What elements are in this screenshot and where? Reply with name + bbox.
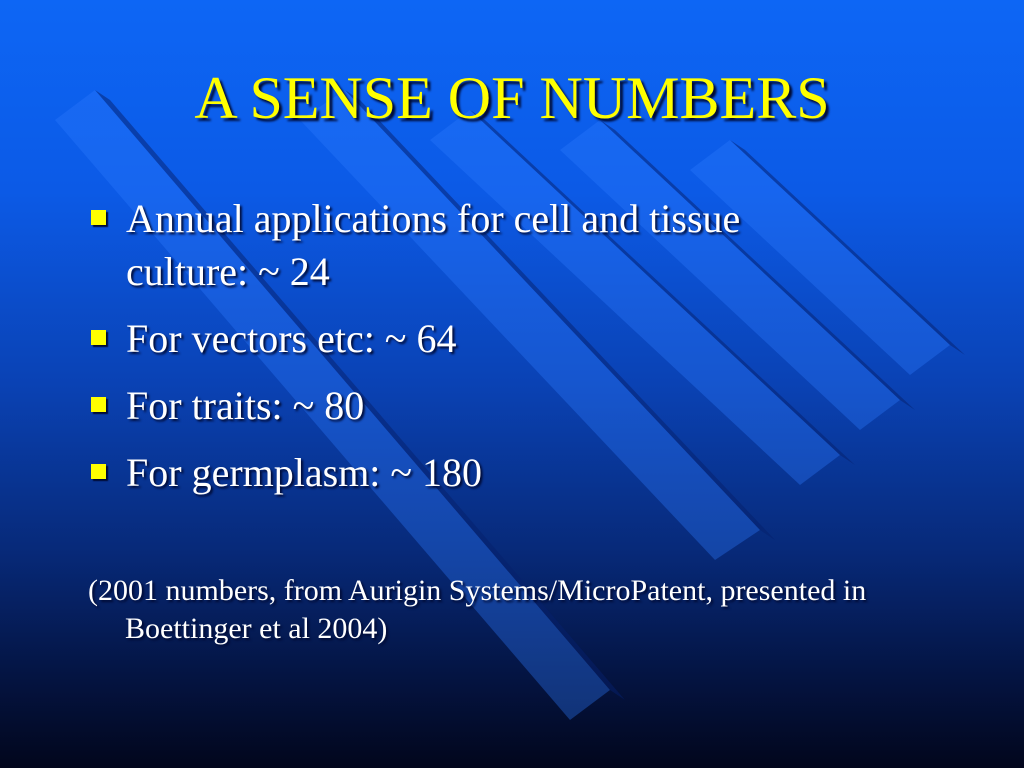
slide-title: A SENSE OF NUMBERS <box>194 65 830 131</box>
bullet-item <box>88 379 868 432</box>
bullet-text: For traits: ~ 80 <box>126 383 365 428</box>
square-bullet-icon <box>91 397 106 412</box>
square-bullet-icon <box>91 464 106 479</box>
source-note: (2001 numbers, from Aurigin Systems/MicroPatent, presented in Boettinger et al 2004) <box>88 574 867 645</box>
square-bullet-icon <box>91 330 106 345</box>
bullet-item <box>88 192 868 298</box>
bullet-text: For vectors etc: ~ 64 <box>126 316 457 361</box>
square-bullet-icon <box>91 210 106 225</box>
bullet-item <box>88 446 868 499</box>
bullet-list <box>88 192 868 513</box>
bullet-item <box>88 312 868 365</box>
bullet-text: Annual applications for cell and tissue culture: ~ 24 <box>126 196 741 294</box>
bullet-text: For germplasm: ~ 180 <box>126 450 483 495</box>
